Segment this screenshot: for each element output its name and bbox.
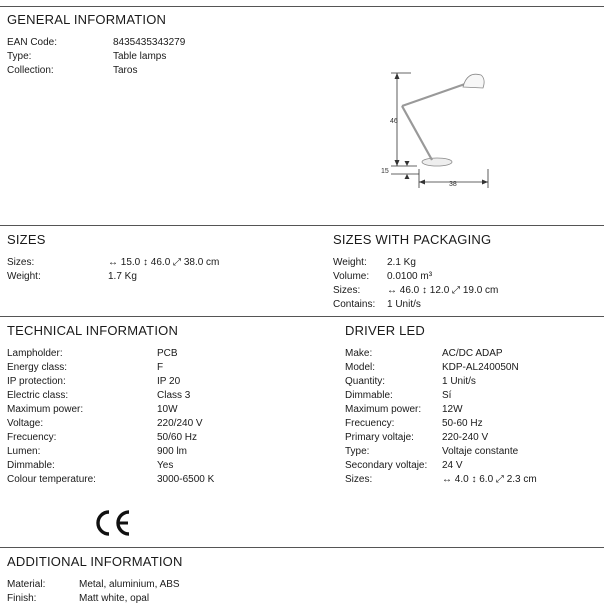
technical-label: Voltage: — [7, 418, 44, 429]
driver-row — [345, 473, 603, 487]
driver-label: Dimmable: — [345, 390, 393, 401]
technical-value: 10W — [157, 404, 178, 415]
driver-row — [345, 417, 603, 431]
driver-value: AC/DC ADAP — [442, 348, 503, 359]
driver-title: DRIVER LED — [345, 323, 426, 338]
packaging-value: 2.1 Kg — [387, 257, 416, 268]
technical-label: Colour temperature: — [7, 474, 96, 485]
technical-label: Dimmable: — [7, 460, 55, 471]
lamp-dimension-drawing — [377, 66, 497, 192]
packaging-value: 1 Unit/s — [387, 299, 421, 310]
general-label: Collection: — [7, 65, 54, 76]
packaging-title: SIZES WITH PACKAGING — [333, 232, 492, 247]
packaging-row — [333, 298, 603, 312]
technical-value: 220/240 V — [157, 418, 203, 429]
technical-row — [7, 473, 317, 487]
additional-title: ADDITIONAL INFORMATION — [7, 554, 183, 569]
technical-value: 900 lm — [157, 446, 188, 457]
technical-title: TECHNICAL INFORMATION — [7, 323, 179, 338]
technical-value: IP 20 — [157, 376, 181, 387]
packaging-row — [333, 270, 603, 284]
driver-row — [345, 361, 603, 375]
additional-value: Matt white, opal — [79, 593, 150, 604]
technical-row — [7, 347, 317, 361]
width-label: 38 — [449, 181, 457, 188]
driver-value: 220-240 V — [442, 432, 489, 443]
additional-divider — [0, 547, 604, 548]
driver-value: KDP-AL240050N — [442, 362, 519, 373]
additional-row — [7, 578, 307, 592]
technical-row — [7, 417, 317, 431]
driver-label: Frecuency: — [345, 418, 395, 429]
technical-row — [7, 459, 317, 473]
technical-row — [7, 445, 317, 459]
driver-row — [345, 375, 603, 389]
general-title: GENERAL INFORMATION — [7, 12, 167, 27]
additional-value: Metal, aluminium, ABS — [79, 579, 180, 590]
packaging-row — [333, 256, 603, 270]
technical-row — [7, 389, 317, 403]
sizes-row — [7, 256, 307, 270]
top-divider — [0, 6, 604, 7]
technical-value: 3000-6500 K — [157, 474, 215, 485]
driver-row — [345, 445, 603, 459]
sizes-label: Weight: — [7, 271, 41, 282]
technical-label: Frecuency: — [7, 432, 57, 443]
general-label: Type: — [7, 51, 32, 62]
sizes-value: ↔ 15.0 ↕ 46.0 ⤢ 38.0 cm — [108, 257, 220, 268]
driver-value: Sí — [442, 390, 452, 401]
technical-row — [7, 431, 317, 445]
driver-value: 24 V — [442, 460, 463, 471]
technical-row — [7, 361, 317, 375]
general-value: Table lamps — [113, 51, 167, 62]
packaging-label: Contains: — [333, 299, 376, 310]
technical-value: 50/60 Hz — [157, 432, 198, 443]
driver-row — [345, 347, 603, 361]
general-row-collection — [7, 64, 307, 78]
general-value: 8435435343279 — [113, 37, 186, 48]
driver-label: Primary voltaje: — [345, 432, 414, 443]
packaging-value: ↔ 46.0 ↕ 12.0 ⤢ 19.0 cm — [387, 285, 499, 296]
height-label: 46 — [390, 118, 398, 125]
sizes-row — [7, 270, 307, 284]
packaging-label: Weight: — [333, 257, 367, 268]
driver-label: Type: — [345, 446, 370, 457]
driver-value: ↔ 4.0 ↕ 6.0 ⤢ 2.3 cm — [442, 474, 537, 485]
technical-label: Maximum power: — [7, 404, 84, 415]
driver-value: 50-60 Hz — [442, 418, 483, 429]
driver-value: 1 Unit/s — [442, 376, 476, 387]
driver-label: Quantity: — [345, 376, 386, 387]
packaging-value: 0.0100 m³ — [387, 271, 433, 282]
driver-row — [345, 403, 603, 417]
base-label: 15 — [381, 168, 389, 175]
technical-label: IP protection: — [7, 376, 66, 387]
driver-label: Secondary voltaje: — [345, 460, 428, 471]
driver-value: 12W — [442, 404, 463, 415]
technical-row — [7, 403, 317, 417]
sizes-value: 1.7 Kg — [108, 271, 137, 282]
technical-value: F — [157, 362, 164, 373]
driver-value: Voltaje constante — [442, 446, 519, 457]
packaging-label: Volume: — [333, 271, 370, 282]
driver-row — [345, 431, 603, 445]
technical-label: Lumen: — [7, 446, 41, 457]
sizes-divider — [0, 225, 604, 226]
sizes-title: SIZES — [7, 232, 46, 247]
packaging-row — [333, 284, 603, 298]
ce-mark-icon — [92, 508, 132, 538]
additional-label: Finish: — [7, 593, 37, 604]
packaging-label: Sizes: — [333, 285, 361, 296]
technical-label: Electric class: — [7, 390, 69, 401]
technical-label: Energy class: — [7, 362, 68, 373]
driver-row — [345, 389, 603, 403]
general-row-type — [7, 50, 307, 64]
driver-label: Sizes: — [345, 474, 373, 485]
driver-label: Make: — [345, 348, 373, 359]
technical-row — [7, 375, 317, 389]
technical-value: PCB — [157, 348, 178, 359]
general-row-ean — [7, 36, 307, 50]
technical-label: Lampholder: — [7, 348, 63, 359]
general-value: Taros — [113, 65, 138, 76]
driver-label: Maximum power: — [345, 404, 422, 415]
additional-label: Material: — [7, 579, 46, 590]
driver-label: Model: — [345, 362, 376, 373]
additional-row — [7, 592, 307, 606]
driver-row — [345, 459, 603, 473]
technical-divider — [0, 316, 604, 317]
technical-value: Class 3 — [157, 390, 191, 401]
sizes-label: Sizes: — [7, 257, 35, 268]
technical-value: Yes — [157, 460, 174, 471]
general-label: EAN Code: — [7, 37, 58, 48]
